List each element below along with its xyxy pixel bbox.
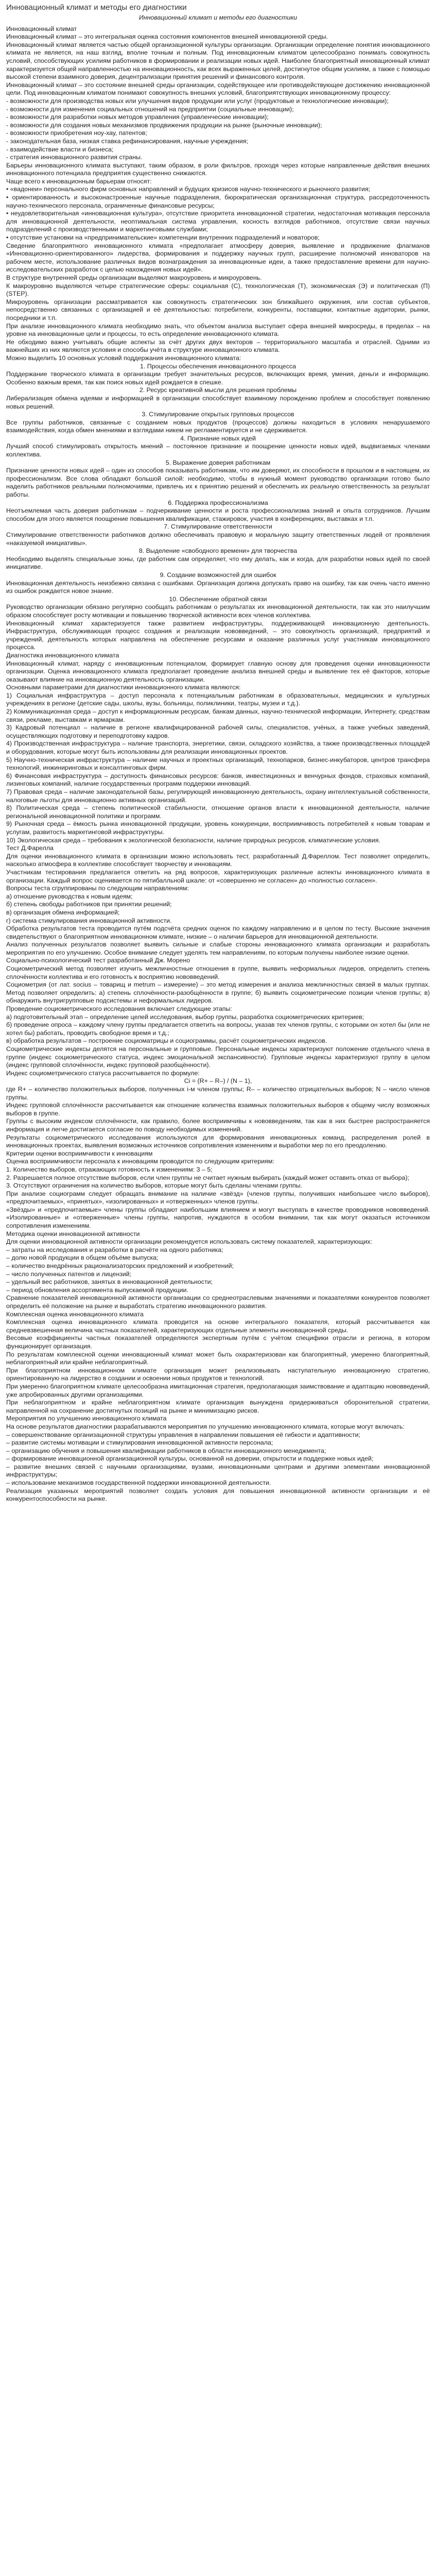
paragraph: Анализ полученных результатов позволяет выявить сильные и слабые стороны инновационного климата организации и разработать мероприятия по его улучшению. Особое внимание следует уделять тем направлениям, по которым получены наиболее низкие оценки. [6,941,430,956]
paragraph: При благоприятном инновационном климате организация может реализовывать наступательную инновационную стратегию, ориентированную на лидерство в создании и освоении новых продуктов и технологий. [6,1366,430,1382]
paragraph: Основными параметрами для диагностики инновационного климата являются: [6,684,241,691]
paragraph: Реализация указанных мероприятий позволяет создать условия для повышения инновационной активности организации и её конкурентоспособности на рынке. [6,1487,430,1503]
paragraph: Индекс групповой сплочённости рассчитывается как отношение количества взаимных положительных выборов к общему числу возможных выборов в группе. [6,1101,430,1117]
paragraph: • «вадонеи» персонального фирм основных направлений и будущих кризисов научно-технического и рыночного развития; [6,185,371,193]
paragraph: Лучший способ стимулировать открытость мнений – постоянное признание и поощрение ценности новых идей, выдвигаемых членами коллектива. [6,443,430,459]
paragraph: Социометрические индексы делятся на персональные и групповые. Персональные индексы характеризуют положение отдельного члена в группе (индекс социометрического статуса, индекс эмоциональной экспансивности). Групповые индексы характеризуют группу в целом (индекс групповой сплочённости, индекс групповой разобщённости). [6,1045,430,1069]
paragraph: Необходимо выделять специальные зоны, где работник сам определяет, что ему делать, как и когда, для разработки новых идей по своей инициативе. [6,555,430,571]
paragraph: - стратегия инновационного развития страны. [6,154,143,161]
paragraph: Вопросы теста сгруппированы по следующим направлениям: [6,885,189,892]
paragraph: – развитие системы мотивации и стимулирования инновационной активности персонала; [6,1439,273,1447]
paragraph: 1) Социальная инфраструктура – доступ персонала к потенциальным работникам в образовательных, медицинских и культурных учреждениях в регионе (детские сады, школы, вузы, больницы, поликлиники, театры, музеи и т.д.). [6,691,430,707]
paragraph: «Звёзды» и «предпочитаемые» члены группы обладают наибольшим влиянием и могут выступать в качестве проводников нововведений. «Изолированные» и «отверженные» члены группы, напротив, нуждаются в особом внимании, так как могут оказаться источником сопротивления изменениям. [6,1206,430,1230]
paragraph: - законодательная база, низкая ставка рефинансирования, научные учреждения; [6,137,248,145]
paragraph: Неотъемлемая часть доверия работникам – подчеркивание ценности и роста профессионализма знаний и опыта сотрудников. Лучшим способом для этого является поощрение повышения квалификации, стажировок, участия в конференциях, выставках и т.п. [6,507,430,522]
paragraph: – долю новой продукции в общем объёме выпуска; [6,1254,159,1262]
paragraph: 3. Отсутствуют ограничения на количество выборов, которые могут быть сделаны членами группы. [6,1182,303,1190]
paragraph: б) степень свободы работников при принятии решений; [6,901,172,908]
paragraph: Для оценки инновационного климата в организации можно использовать тест, разработанный Д.Фареллом. Тест позволяет определить, насколько атмосфера в коллективе способствует творчеству и инновациям. [6,852,430,868]
paragraph: – развитие внешних связей с научными организациями, вузами, инновационными центрами и другими элементами инновационной инфраструктуры; [6,1463,430,1479]
paragraph: Комплексная оценка инновационного климата проводится на основе интегрального показателя, который рассчитывается как средневзвешенная величина частных показателей, характеризующих отдельные элементы инновационной среды. [6,1318,430,1334]
paragraph: 6. Поддержка профессионализма [168,499,268,506]
paragraph: 8. Выделение «свободного времени» для творчества [138,547,298,555]
paragraph: Барьеры инновационного климата выступают, таким образом, в роли фильтров, проходя через которые направленные действия внешних инновационного потенциала предприятия существенно снижаются. [6,161,430,177]
paragraph: Индекс социометрического статуса рассчитывается по формуле: [6,1069,200,1077]
paragraph: Микроуровень организации рассматривается как совокупность стратегических зон ближайшего окружения, или состав субъектов, непосредственно связанных с организацией и её деятельностью: потребители, конкуренты, поставщики, контактные аудитории, рынки, посредники и т.п. [6,298,430,321]
paragraph: – затраты на исследования и разработки в расчёте на одного работника; [6,1246,223,1253]
paragraph: – организацию обучения и повышения квалификации работников в области инновационного менеджмента; [6,1447,326,1454]
paragraph: • отсутствие установки на «предпринимательские» компетенции внутренних подразделений и новаторов; [6,234,320,242]
document-body [6,25,430,1503]
paragraph: где R+ – количество положительных выборов, полученных i-м членом группы; R– – количество отрицательных выборов; N – число членов группы. [6,1085,430,1101]
paragraph: Не обходимо важно учитывать общие аспекты за счёт других двух векторов – территориального масштаба и отраслей. Одними из важнейших из них являются условия и способы учёта в структуре инновационного климата. [6,338,430,354]
paragraph: 2. Ресурс креативной мысли для решения проблемы [139,386,297,394]
paragraph: - возможности для создания новых механизмов продвижения продукции на рынке (рыночные инновации); [6,121,322,129]
document-subtitle: Инновационный климат и методы его диагностики [138,14,298,21]
paragraph: а) подготовительный этап – определение целей исследования, выбор группы, разработка социометрических критериев; [6,1013,364,1021]
paragraph: При умеренно благоприятном климате целесообразна имитационная стратегия, предполагающая заимствование и адаптацию нововведений, уже апробированных другими организациями. [6,1382,430,1398]
paragraph: 3. Стимулирование открытых групповых процессов [142,411,294,418]
paragraph: Социометрия (от лат. socius – товарищ и metrum – измерение) – это метод измерения и анализа межличностных связей в малых группах. Метод позволяет определить: а) степень сплочённости-разобщённости в группе; б) выявить социометрические позиции членов группы; в) обнаружить внутригрупповые подсистемы и неформальных лидеров. [6,981,430,1005]
paragraph: Либерализация обмена идеями и информацией в организации способствует взаимному порождению проблем и способствует появлению новых решений. [6,394,430,410]
paragraph: Признание ценности новых идей – один из способов показывать работникам, что им доверяют, их способности в прошлом и в настоящем, их профессионализм. Все слова обладают большой силой: необходимо, чтобы в нужный момент руководство организации готово было наделить работников реальными полномочиями, привлечь их к принятию решений и обеспечить их реальную ответственность за результат работы. [6,467,430,499]
paragraph: Оценка восприимчивости персонала к инновациям проводится по следующим критериям: [6,1158,274,1165]
paragraph: Проведение социометрического исследования включает следующие этапы: [6,1005,232,1013]
paragraph: – использование механизмов государственной поддержки инновационной деятельности. [6,1479,271,1487]
paragraph: Сведение благоприятного инновационного климата «предполагает атмосферу доверия, выявление и продвижение флагманов «Инновационно-ориентированного» лидерства, формирования и поддержку научных групп, расширение полномочий инноваторов на рабочем месте, использование различных видов вознаграждения за инновационные идеи, а также предоставление времени для научно-исследовательских разработок с целью нахождения новых идей». [6,242,430,274]
paragraph: Стимулирование ответственности работников должно обеспечивать правовую и моральную защиту ответственных людей от проявления «наказуемой инициативы». [6,531,430,547]
paragraph: Результаты социометрического исследования используются для формирования инновационных команд, распределения ролей в инновационных проектах, выявления возможных источников сопротивления изменениям и выработки мер по его преодолению. [6,1133,430,1149]
paragraph: Инновационный климат является частью общей организационной культуры организации. Организации определение понятия инновационного климата не является, на наш взгляд, вполне точным и полным. Под инновационным климатом целесообразно понимать совокупность условий, способствующих усилиям работников в формировании и реализации новых идей. Наиболее благоприятный инновационный климат характеризуется общей направленностью на инновационность, как всех выраженных целей, достигнутое общим усилиям, а также с помощью высокой степени взаимного доверия, децентрализации принятия решений и финансового контроля. [6,41,430,81]
paragraph: При анализе инновационного климата необходимо знать, что объектом анализа выступает сфера внешней микросреды, в пределах – на уровне на инновационные цели и процессы, то есть определение инновационного климата. [6,322,430,338]
paragraph: Инновационная деятельность неизбежно связана с ошибками. Организация должна допускать право на ошибку, так как очень часто именно из ошибок рождается новое знание. [6,579,430,595]
paragraph: – период обновления ассортимента выпускаемой продукции. [6,1286,188,1294]
paragraph: 10. Обеспечение обратной связи [169,595,267,603]
paragraph: • ориентированность и высоконастроенные научные подразделения, бюрократическая организационная структура, рассредоточенность научно-технического персонала, ограниченные финансовые ресурсы; [6,194,430,209]
paragraph: - возможности для изменения социальных отношений на предприятии (социальные инновации); [6,105,294,113]
paragraph: - взаимодействие власти и бизнеса; [6,145,114,153]
paragraph: 9. Создание возможностей для ошибок [160,571,276,579]
paragraph: 9) Рыночная среда – ёмкость рынка инновационной продукции, уровень конкуренции, восприимчивость потребителей к новым товарам и услугам, развитость маркетинговой инфраструктуры. [6,820,430,836]
paragraph: в) обработка результатов – построение социоматрицы и социограммы, расчёт социометрических индексов. [6,1037,327,1045]
paragraph: 6) Финансовая инфраструктура – доступность финансовых ресурсов: банков, инвестиционных и венчурных фондов, страховых компаний, лизинговых компаний, наличие государственных программ поддержки инноваций. [6,772,430,788]
paragraph: 7. Стимулирование ответственности [164,523,272,531]
paragraph: Чаще всего к инновационным барьерам относят: [6,177,152,185]
paragraph: – количество внедрённых рационализаторских предложений и изобретений; [6,1262,234,1270]
paragraph: 5. Выражение доверия работникам [165,459,271,466]
paragraph: - возможности приобретения ноу-хау, патентов; [6,129,147,137]
paragraph: 1. Процессы обеспечения инновационного процесса [140,362,296,370]
paragraph: Социально-психологический тест разработанный Дж. Морено [6,957,190,964]
paragraph: Участникам тестирования предлагается ответить на ряд вопросов, характеризующих различные аспекты инновационного климата в организации. Каждый вопрос оценивается по пятибалльной шкале: от «совершенно не согласен» до «полностью согласен». [6,868,430,884]
paragraph: По результатам комплексной оценки инновационный климат может быть охарактеризован как благоприятный, умеренно благоприятный, неблагоприятный или крайне неблагоприятный. [6,1350,430,1366]
paragraph: а) отношение руководства к новым идеям; [6,892,133,900]
paragraph: Критерии оценки восприимчивости к инновациям [6,1149,153,1157]
paragraph: К макроуровню выделяются четыре стратегические сферы: социальная (С), технологическая (Т), экономическая (Э) и политическая (П) (STEP). [6,282,430,298]
paragraph: 10) Экологическая среда – требования к экологической безопасности, наличие природных ресурсов, климатические условия. [6,836,380,844]
paragraph: При анализе социограмм следует обращать внимание на наличие «звёзд» (членов группы, получивших наибольшее число выборов), «предпочитаемых», «принятых», «изолированных» и «отверженных» членов группы. [6,1190,430,1206]
paragraph: Ci = (R+ – R–) / (N – 1), [184,1077,252,1085]
paragraph: Диагностика инновационного климата [6,651,119,659]
paragraph: Все группы работников, связанные с созданием новых продуктов (процессов) должны находиться в условиях ненарушаемого взаимодействия, когда обмен мнениями и взглядами никем не регламентируется и не сдерживается. [6,418,430,434]
paragraph: г) система стимулирования инновационной активности. [6,917,172,924]
paragraph: Поддержание творческого климата в организации требует значительных ресурсов, включающих время, умения, деньги и информацию. Особенно важным время, так как поиск новых идей рождается в спешке. [6,370,430,386]
paragraph: Инновационный климат – это интегральная оценка состояния компонентов внешней инновационной среды. [6,33,328,41]
paragraph: Социометрический метод позволяет изучить межличностные отношения в группе, выявить неформальных лидеров, определить степень сплочённости коллектива и его готовность к восприятию нововведений. [6,965,430,980]
paragraph: Инновационный климат – это состояние внешней среды организации, содействующее или противодействующее достижению инновационной цели. Под инновационным климатом понимают совокупность внешних условий, благоприятствующих инновационному процессу: [6,81,430,97]
paragraph: - возможности для разработки новых методов управления (управленческие инновации); [6,113,269,121]
paragraph: – формирование инновационной организационной культуры, основанной на доверии, открытости и поддержке новых идей; [6,1455,374,1463]
paragraph: 3) Кадровый потенциал – наличие в регионе квалифицированной рабочей силы, специалистов, учёных, а также учебных заведений, осуществляющих подготовку и переподготовку кадров. [6,724,430,739]
paragraph: Весовые коэффициенты частных показателей определяются экспертным путём с учётом специфики отрасли и региона, в котором функционирует организация. [6,1334,430,1350]
document-title: Инновационный климат и методы его диагностики [6,3,187,12]
paragraph: Инновационный климат [6,25,77,32]
paragraph: 2. Разрешается полное отсутствие выборов, если член группы не считает нужным выбирать (каждый может оставить отказ от выбора); [6,1174,410,1181]
paragraph: 2) Коммуникационная среда – доступ к информационным ресурсам, банкам данных, научно-технической информации, Интернету, средствам связи, рекламе, выставкам и ярмаркам. [6,708,430,723]
paragraph: Группы с высоким индексом сплочённости, как правило, более восприимчивы к нововведениям, так как в них быстрее распространяется информация и легче достигается согласие по поводу необходимых изменений. [6,1117,430,1133]
paragraph: 4. Признание новых идей [180,434,256,442]
paragraph: Для оценки инновационной активности организации рекомендуется использовать систему показателей, характеризующих: [6,1238,373,1246]
paragraph: Руководство организации обязано регулярно сообщать работникам о результатах их инновационной деятельности, так как это наилучшим образом способствует росту мотивации и повышению творческой активности всех членов коллектива. [6,603,430,619]
paragraph: Мероприятия по улучшению инновационного климата [6,1415,167,1422]
paragraph: 7) Правовая среда – наличие законодательной базы, регулирующей инновационную деятельность, охрану интеллектуальной собственности, налоговые льготы для инновационно активных организаций. [6,788,430,804]
paragraph: Комплексная оценка инновационного климата [6,1310,144,1318]
paragraph: б) проведение опроса – каждому члену группы предлагается ответить на вопросы, указав тех членов группы, с которыми он хотел бы (или не хотел бы) работать, проводить свободное время и т.д.; [6,1021,430,1037]
paragraph: Сравнение показателей инновационной активности организации со среднеотраслевыми значениями и показателями конкурентов позволяет определить её положение на рынке и выработать стратегию инновационного развития. [6,1294,430,1310]
paragraph: • неудовлетворительная «инновационная культура», отсутствие приоритета инновационной стратегии, недостаточная мотивация персонала для инновационной деятельности, неоптимальная система управления, косность взглядов работников, отсутствие связи научных подразделений с производственными и маркетинговыми службами; [6,210,430,233]
paragraph: - возможности для производства новых или улучшения видов продукции или услуг (продуктовые и технологические инновации); [6,97,389,105]
paragraph: Инновационный климат, наряду с инновационным потенциалом, формирует главную основу для проведения оценки инновационности организации. Оценка инновационного климата предполагает проведение анализа внешней среды и выявление тех её факторов, которые оказывают влияние на инновационную деятельность организации. [6,659,430,683]
paragraph: – удельный вес работников, занятых в инновационной деятельности; [6,1278,213,1286]
paragraph: Тест Д.Фарелла [6,844,54,852]
paragraph: Инновационный климат характеризуется также развитием инфраструктуры, поддерживающей инновационную деятельность. Инфраструктура, обслуживающая процесс создания и реализации нововведений, – это совокупность организаций, предприятий и учреждений, деятельность которых направлена на обеспечение ресурсами и оказание различных услуг участникам инновационного процесса. [6,619,430,651]
paragraph: На основе результатов диагностики разрабатываются мероприятия по улучшению инновационного климата, которые могут включать: [6,1422,405,1430]
paragraph: 8) Политическая среда – степень политической стабильности, отношение органов власти к инновационной деятельности, наличие региональной инновационной политики и программ. [6,804,430,820]
paragraph: Можно выделить 10 основных условий поддержания инновационного климата: [6,354,241,362]
paragraph: Методика оценки инновационной активности [6,1230,140,1238]
paragraph: – совершенствование организационной структуры управления в направлении повышения её гибкости и адаптивности; [6,1431,361,1438]
paragraph: 4) Производственная инфраструктура – наличие транспорта, энергетики, связи, складского хозяйства, а также производственных площадей и оборудования, которые могут быть использованы для реализации инновационных проектов. [6,740,430,756]
paragraph: – число полученных патентов и лицензий; [6,1270,132,1278]
paragraph: Обработка результатов теста проводится путём подсчёта средних оценок по каждому направлению и в целом по тесту. Высокие значения свидетельствуют о благоприятном инновационном климате, низкие – о наличии барьеров для инновационной деятельности. [6,925,430,940]
paragraph: В структуре внутренней среды организации выделяют макроуровень и микроуровень. [6,274,262,281]
paragraph: 5) Научно-техническая инфраструктура – наличие научных и проектных организаций, технопарков, бизнес-инкубаторов, центров трансфера технологий, инжиниринговых и консалтинговых фирм. [6,756,430,772]
paragraph: При неблагоприятном и крайне неблагоприятном климате организация вынуждена придерживаться оборонительной стратегии, направленной на сохранение достигнутых позиций на рынке и минимизацию рисков. [6,1399,430,1414]
paragraph: 1. Количество выборов, отражающих готовность к изменениям: 3 – 5; [6,1165,213,1173]
paragraph: в) организация обмена информацией; [6,908,120,916]
